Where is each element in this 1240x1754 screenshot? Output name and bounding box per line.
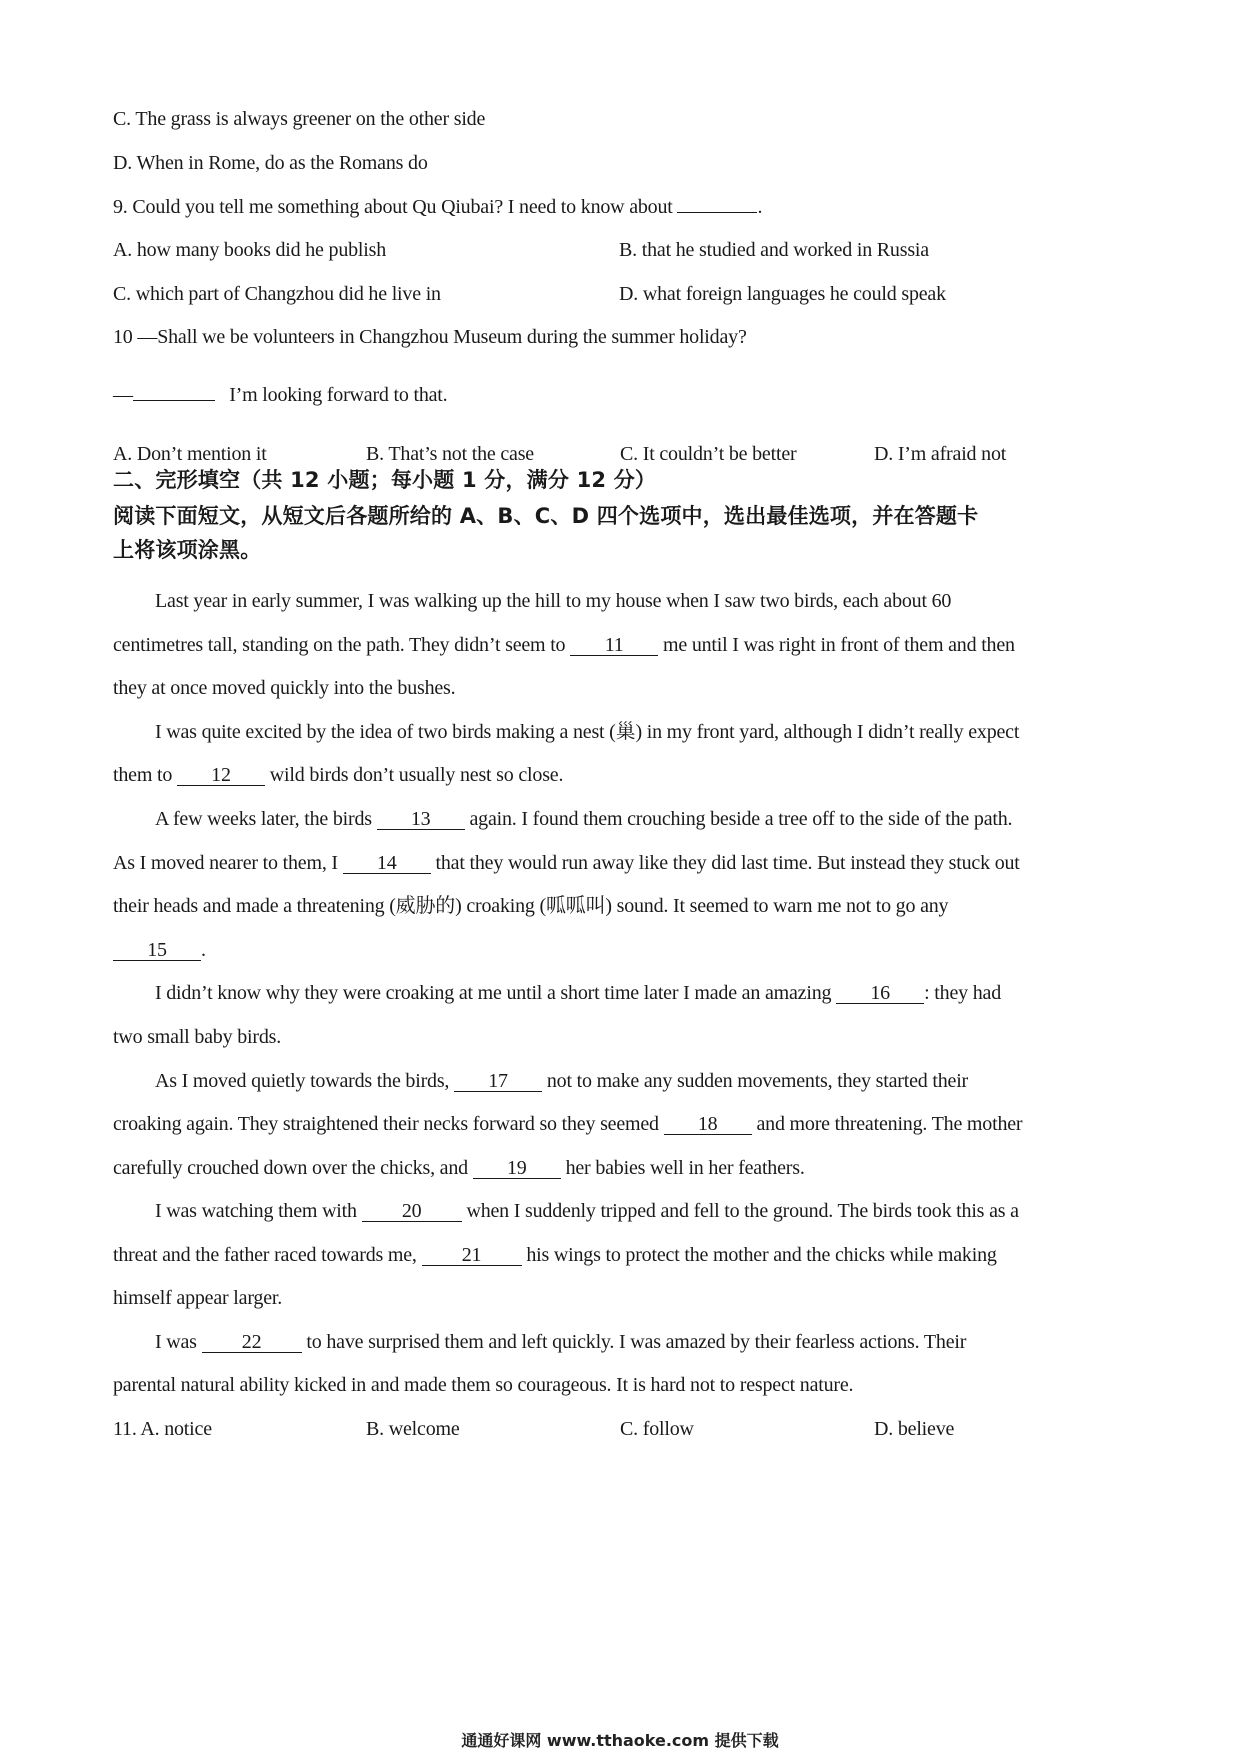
question-10-reply <box>113 382 447 408</box>
reply-dash: — <box>113 384 133 406</box>
passage-text: his wings to protect the mother and the chicks while making <box>526 1244 997 1266</box>
q11-option-a: 11. A. notice <box>113 1418 212 1440</box>
passage-text: I was watching them with <box>155 1200 357 1222</box>
q10-option-c: C. It couldn’t be better <box>620 443 797 465</box>
blank-15: 15 <box>113 940 201 961</box>
blank-12: 12 <box>177 765 265 786</box>
passage-text: threat and the father raced towards me, <box>113 1244 417 1266</box>
q9-option-d: D. what foreign languages he could speak <box>619 283 946 305</box>
passage-text: to have surprised them and left quickly. I was amazed by their fearless actions. Their <box>306 1331 967 1353</box>
passage-text: and more threatening. The mother <box>756 1113 1023 1135</box>
passage-line <box>113 632 1015 658</box>
q9-option-c: C. which part of Changzhou did he live in <box>113 283 441 305</box>
passage-text: not to make any sudden movements, they started their <box>546 1070 969 1092</box>
option-c-q8: C. The grass is always greener on the other side <box>113 108 486 130</box>
passage-text: croaking again. They straightened their necks forward so they seemed <box>113 1113 659 1135</box>
question-9-stem <box>113 194 762 220</box>
question-9-text: 9. Could you tell me something about Qu Qiubai? I need to know about <box>113 196 673 218</box>
passage-line <box>155 806 1012 832</box>
passage-text: As I moved quietly towards the birds, <box>155 1070 450 1092</box>
blank-21: 21 <box>422 1245 522 1266</box>
question-10-stem: 10 —Shall we be volunteers in Changzhou Museum during the summer holiday? <box>113 326 747 348</box>
q10-option-a: A. Don’t mention it <box>113 443 267 465</box>
passage-line <box>113 850 1020 876</box>
passage-text: As I moved nearer to them, I <box>113 852 338 874</box>
passage-text: them to <box>113 764 173 786</box>
passage-line <box>155 1068 968 1094</box>
blank-19: 19 <box>473 1158 561 1179</box>
answer-blank <box>677 194 757 213</box>
section-title: 二、完形填空（共 12 小题；每小题 1 分，满分 12 分） <box>113 468 657 492</box>
q11-option-b: B. welcome <box>366 1418 460 1440</box>
passage-text: I didn’t know why they were croaking at me until a short time later I made an amazing <box>155 982 832 1004</box>
q10-option-d: D. I’m afraid not <box>874 443 1007 465</box>
blank-13: 13 <box>377 809 465 830</box>
section-instruction-line-2: 上将该项涂黑。 <box>113 538 262 562</box>
blank-22: 22 <box>202 1332 302 1353</box>
passage-text: me until I was right in front of them and then <box>663 634 1015 656</box>
passage-line: Last year in early summer, I was walking up the hill to my house when I saw two birds, each about 60 <box>155 590 952 612</box>
passage-text: again. I found them crouching beside a tree off to the side of the path. <box>469 808 1013 830</box>
passage-line <box>113 937 206 963</box>
passage-text: her babies well in her feathers. <box>565 1157 805 1179</box>
answer-blank <box>133 382 215 401</box>
page-footer: 通通好课网 www.tthaoke.com 提供下载 <box>461 1731 779 1750</box>
blank-11: 11 <box>570 635 658 656</box>
passage-text: when I suddenly tripped and fell to the ground. The birds took this as a <box>466 1200 1019 1222</box>
passage-line <box>155 1329 966 1355</box>
passage-line <box>155 980 1001 1006</box>
passage-text: : they had <box>924 982 1001 1004</box>
passage-line <box>113 1155 805 1181</box>
passage-line: two small baby birds. <box>113 1026 282 1048</box>
blank-17: 17 <box>454 1071 542 1092</box>
passage-text: I was <box>155 1331 197 1353</box>
blank-16: 16 <box>836 983 924 1004</box>
passage-text: wild birds don’t usually nest so close. <box>269 764 564 786</box>
passage-text: . <box>201 939 206 961</box>
q9-option-b: B. that he studied and worked in Russia <box>619 239 929 261</box>
question-9-period: . <box>757 196 763 218</box>
q9-option-a: A. how many books did he publish <box>113 239 387 261</box>
section-instruction-line-1: 阅读下面短文，从短文后各题所给的 A、B、C、D 四个选项中，选出最佳选项，并在答题卡 <box>113 504 979 528</box>
passage-line <box>113 1111 1022 1137</box>
blank-20: 20 <box>362 1201 462 1222</box>
passage-line <box>113 1242 997 1268</box>
passage-line <box>155 1198 1019 1224</box>
reply-text: I’m looking forward to that. <box>229 384 448 406</box>
blank-18: 18 <box>664 1114 752 1135</box>
q11-option-c: C. follow <box>620 1418 694 1440</box>
passage-line: they at once moved quickly into the bushes. <box>113 677 456 699</box>
passage-line: I was quite excited by the idea of two birds making a nest (巢) in my front yard, although I didn’t really expect <box>155 721 1020 743</box>
passage-text: A few weeks later, the birds <box>155 808 372 830</box>
passage-text: that they would run away like they did last time. But instead they stuck out <box>435 852 1020 874</box>
passage-text: carefully crouched down over the chicks, and <box>113 1157 468 1179</box>
passage-line: their heads and made a threatening (威胁的) croaking (呱呱叫) sound. It seemed to warn me not to go any <box>113 895 949 917</box>
passage-text: centimetres tall, standing on the path. They didn’t seem to <box>113 634 566 656</box>
q10-option-b: B. That’s not the case <box>366 443 534 465</box>
option-d-q8: D. When in Rome, do as the Romans do <box>113 152 428 174</box>
passage-line <box>113 762 563 788</box>
passage-line: parental natural ability kicked in and made them so courageous. It is hard not to respect nature. <box>113 1374 854 1396</box>
blank-14: 14 <box>343 853 431 874</box>
passage-line: himself appear larger. <box>113 1287 283 1309</box>
q11-option-d: D. believe <box>874 1418 955 1440</box>
